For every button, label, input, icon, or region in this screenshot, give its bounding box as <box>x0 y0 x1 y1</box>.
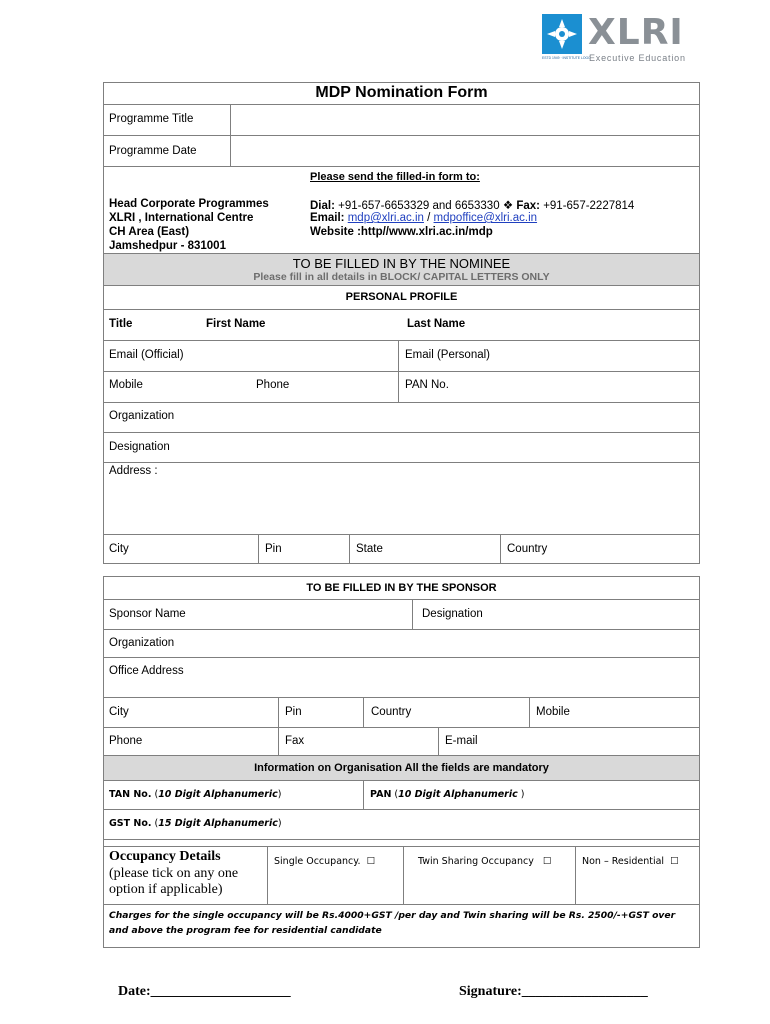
sponsor-email-label: E-mail <box>445 735 478 747</box>
organization-label: Organization <box>109 410 175 422</box>
office-address-label: Office Address <box>109 665 184 677</box>
address-label: Address : <box>109 465 158 477</box>
send-to-address-line-4: Jamshedpur - 831001 <box>109 240 226 252</box>
sponsor-mobile-field[interactable] <box>530 698 699 726</box>
email-personal-field[interactable] <box>399 341 699 371</box>
sponsor-organization-label: Organization <box>109 637 175 649</box>
name-field[interactable] <box>104 310 699 340</box>
city-label: City <box>109 543 129 555</box>
pan-field[interactable] <box>399 372 699 402</box>
form-title: MDP Nomination Form <box>315 84 488 101</box>
pan-label: PAN No. <box>405 379 449 391</box>
sponsor-city-label: City <box>109 706 129 718</box>
twin-sharing-checkbox-icon[interactable]: ☐ <box>542 856 552 867</box>
single-occupancy-checkbox-icon[interactable]: ☐ <box>366 856 376 867</box>
mobile-label: Mobile <box>109 379 143 391</box>
email-separator: / <box>423 212 434 224</box>
sponsor-name-label: Sponsor Name <box>109 608 186 620</box>
signature-line: __________________ <box>521 984 648 999</box>
gst-line: GST No. (15 Digit Alphanumeric) <box>109 818 282 829</box>
sponsor-pin-label: Pin <box>285 706 302 718</box>
signature-field[interactable] <box>459 984 648 1000</box>
dial-label: Dial: <box>310 200 335 212</box>
mobile-field[interactable] <box>104 372 250 402</box>
state-field[interactable] <box>350 535 500 563</box>
sponsor-pin-field[interactable] <box>279 698 363 726</box>
organization-field[interactable] <box>104 403 699 432</box>
single-occupancy-option[interactable] <box>274 856 375 867</box>
logo-brand: XLRI <box>588 12 684 53</box>
personal-profile-heading: PERSONAL PROFILE <box>345 291 458 303</box>
sponsor-pan-hint: 10 Digit Alphanumeric <box>398 789 518 800</box>
pan-sponsor-line: PAN (10 Digit Alphanumeric ) <box>370 789 525 800</box>
email-personal-label: Email (Personal) <box>405 349 490 361</box>
fax-separator-icon: ❖ <box>502 200 514 212</box>
sponsor-organization-field[interactable] <box>104 630 699 657</box>
programme-date-label: Programme Date <box>109 145 197 157</box>
phone-label: Phone <box>256 379 290 391</box>
date-field[interactable] <box>118 984 291 1000</box>
phone-field[interactable] <box>251 372 398 402</box>
programme-title-label: Programme Title <box>109 113 194 125</box>
state-label: State <box>356 543 383 555</box>
sponsor-phone-label: Phone <box>109 735 143 747</box>
sponsor-mobile-label: Mobile <box>536 706 570 718</box>
non-residential-checkbox-icon[interactable]: ☐ <box>670 856 679 867</box>
tan-line: TAN No. (10 Digit Alphanumeric) <box>109 789 282 800</box>
gst-field[interactable] <box>104 810 699 838</box>
tan-label: TAN No. <box>109 789 152 800</box>
tan-hint: 10 Digit Alphanumeric <box>158 789 278 800</box>
country-field[interactable] <box>501 535 699 563</box>
address-field[interactable] <box>104 463 699 534</box>
sponsor-phone-field[interactable] <box>104 728 278 755</box>
signature-label: Signature: <box>459 984 522 999</box>
xlri-emblem-icon <box>542 14 582 54</box>
date-label: Date: <box>118 984 151 999</box>
sponsor-heading: TO BE FILLED IN BY THE SPONSOR <box>306 582 497 594</box>
sponsor-pan-label: PAN <box>370 789 392 800</box>
website-line: Website :http//www.xlri.ac.in/mdp <box>310 226 493 238</box>
single-occupancy-label: Single Occupancy. <box>274 856 361 867</box>
sponsor-fax-field[interactable] <box>279 728 438 755</box>
send-to-address-line-3: CH Area (East) <box>109 226 190 238</box>
programme-date-field[interactable] <box>231 136 699 166</box>
first-name-label: First Name <box>206 318 266 330</box>
sponsor-country-label: Country <box>371 706 412 718</box>
send-to-address-line-2: XLRI , International Centre <box>109 212 254 224</box>
xlri-logo <box>542 14 692 66</box>
non-residential-label: Non – Residential <box>582 856 665 867</box>
programme-title-field[interactable] <box>231 105 699 135</box>
email-line <box>310 212 537 224</box>
twin-sharing-label: Twin Sharing Occupancy <box>418 856 534 867</box>
designation-field[interactable] <box>104 433 699 462</box>
gst-hint: 15 Digit Alphanumeric <box>158 818 278 829</box>
logo-tagline: Executive Education <box>589 53 686 63</box>
non-residential-option[interactable] <box>582 856 679 867</box>
fax-label: Fax: <box>516 200 540 212</box>
last-name-label: Last Name <box>407 318 466 330</box>
nominee-heading: TO BE FILLED IN BY THE NOMINEE <box>292 256 511 271</box>
dial-line <box>310 198 634 212</box>
twin-sharing-option[interactable] <box>418 856 551 867</box>
office-address-field[interactable] <box>104 658 699 697</box>
send-to-heading: Please send the filled-in form to: <box>310 171 480 183</box>
sponsor-fax-label: Fax <box>285 735 305 747</box>
sponsor-designation-label: Designation <box>422 608 483 620</box>
logo-emblem-caption: ESTD 1949 · INSTITUTE LOGO <box>542 56 591 60</box>
send-to-address-line-1: Head Corporate Programmes <box>109 198 269 210</box>
date-line: ____________________ <box>150 984 291 999</box>
pin-field[interactable] <box>259 535 349 563</box>
city-field[interactable] <box>104 535 258 563</box>
email-official-field[interactable] <box>104 341 398 371</box>
sponsor-name-field[interactable] <box>104 600 412 628</box>
country-label: Country <box>507 543 548 555</box>
designation-label: Designation <box>109 441 170 453</box>
sponsor-country-field[interactable] <box>364 698 529 726</box>
nominee-subheading: Please fill in all details in BLOCK/ CAPITAL LETTERS ONLY <box>253 271 550 283</box>
charges-note: Charges for the single occupancy will be Rs.4000+GST /per day and Twin sharing will be Rs. 2500/-+GST over and above the program fee for residential candidate <box>109 910 676 936</box>
email-official-label: Email (Official) <box>109 349 184 361</box>
org-info-heading: Information on Organisation All the fields are mandatory <box>254 762 549 774</box>
sponsor-city-field[interactable] <box>104 698 278 726</box>
email-link-mdp[interactable]: mdp@xlri.ac.in <box>347 212 424 224</box>
gst-label: GST No. <box>109 818 152 829</box>
occupancy-title: Occupancy Details <box>109 849 221 864</box>
sponsor-designation-field[interactable] <box>413 600 699 628</box>
dial-value: +91-657-6653329 and 6653330 <box>338 200 500 212</box>
sponsor-email-field[interactable] <box>439 728 699 755</box>
title-label: Title <box>109 318 133 330</box>
email-label: Email: <box>310 212 345 224</box>
email-link-mdpoffice[interactable]: mdpoffice@xlri.ac.in <box>433 212 538 224</box>
sponsor-pan-field[interactable] <box>364 781 699 809</box>
tan-field[interactable] <box>104 781 363 809</box>
pin-label: Pin <box>265 543 282 555</box>
fax-value: +91-657-2227814 <box>543 200 635 212</box>
occupancy-subtitle: (please tick on any one option if applicable) <box>109 866 239 897</box>
